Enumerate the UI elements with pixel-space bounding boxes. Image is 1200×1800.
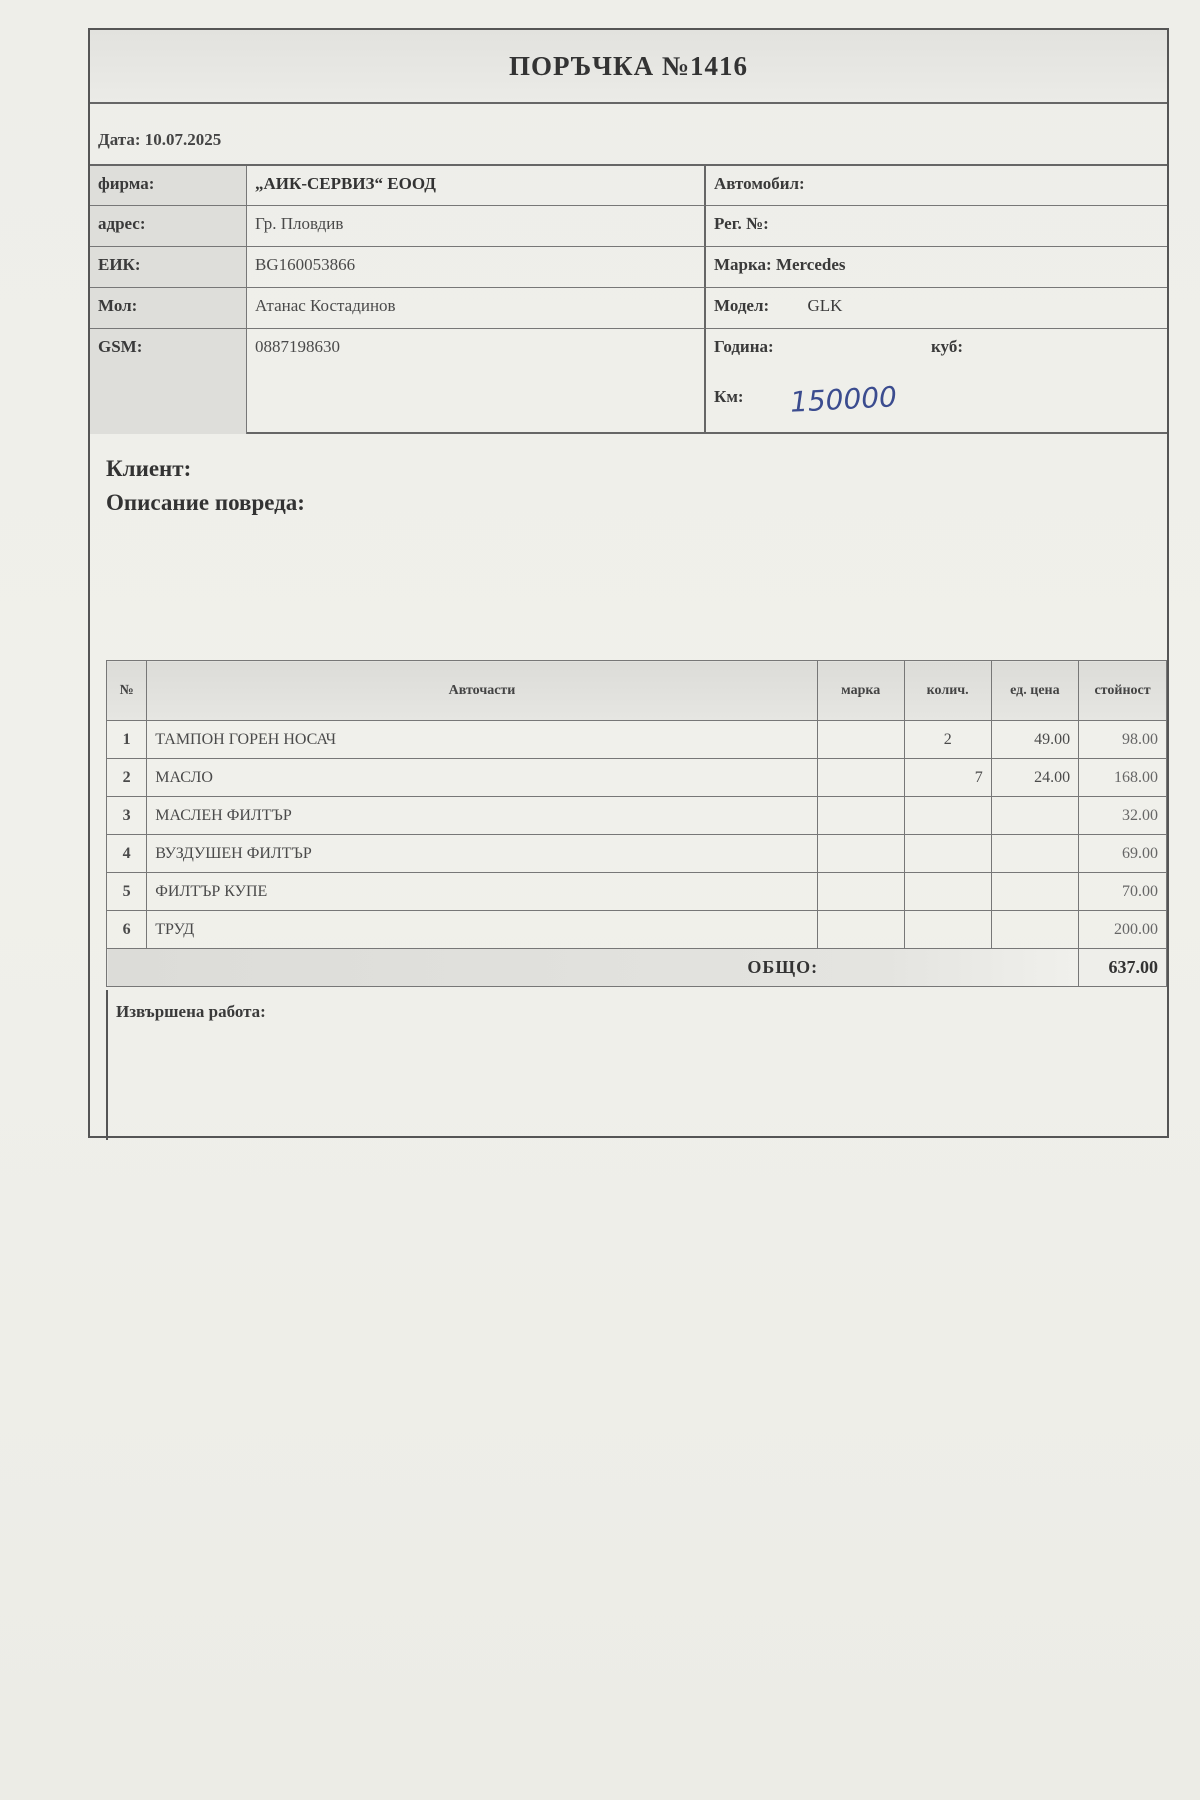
address-value: Гр. Пловдив (247, 206, 706, 247)
row-no: 3 (107, 797, 147, 835)
firm-value: „АИК-СЕРВИЗ“ ЕООД (247, 166, 706, 206)
row-qty (904, 873, 991, 911)
row-total: 32.00 (1079, 797, 1167, 835)
col-qty: колич. (904, 661, 991, 721)
model-value: GLK (807, 296, 843, 315)
year-label: Година: (714, 337, 774, 356)
table-row (107, 721, 1167, 759)
eik-value: BG160053866 (247, 247, 706, 288)
make-field (706, 247, 1167, 288)
gsm-label: GSM: (90, 329, 247, 434)
parts-header-row (107, 661, 1167, 721)
cc-label: куб: (931, 337, 963, 356)
row-total: 200.00 (1079, 911, 1167, 949)
mol-value: Атанас Костадинов (247, 288, 706, 329)
row-qty: 2 (904, 721, 991, 759)
info-grid (90, 166, 1167, 434)
row-total: 98.00 (1079, 721, 1167, 759)
row-unit-price (991, 873, 1078, 911)
table-row (107, 911, 1167, 949)
row-qty (904, 911, 991, 949)
row-no: 4 (107, 835, 147, 873)
row-total: 70.00 (1079, 873, 1167, 911)
row-brand (817, 911, 904, 949)
reg-label: Рег. №: (706, 206, 1167, 247)
row-no: 2 (107, 759, 147, 797)
eik-label: ЕИК: (90, 247, 247, 288)
row-no: 6 (107, 911, 147, 949)
make-value: Mercedes (775, 255, 846, 274)
row-total: 168.00 (1079, 759, 1167, 797)
address-label: адрес: (90, 206, 247, 247)
sum-label: ОБЩО: (107, 949, 1079, 987)
row-unit-price (991, 835, 1078, 873)
row-brand (817, 759, 904, 797)
row-unit-price (991, 797, 1078, 835)
row-brand (817, 835, 904, 873)
table-row (107, 759, 1167, 797)
row-brand (817, 797, 904, 835)
year-km-field (706, 329, 1167, 434)
sum-row (107, 949, 1167, 987)
row-no: 1 (107, 721, 147, 759)
firm-label: фирма: (90, 166, 247, 206)
row-qty (904, 797, 991, 835)
col-no: № (107, 661, 147, 721)
row-qty: 7 (904, 759, 991, 797)
table-row (107, 835, 1167, 873)
gsm-value: 0887198630 (247, 329, 706, 434)
work-order-form (88, 28, 1169, 1138)
damage-label: Описание повреда: (106, 490, 305, 515)
row-name: МАСЛЕН ФИЛТЪР (147, 797, 818, 835)
col-unit-price: ед. цена (991, 661, 1078, 721)
row-brand (817, 721, 904, 759)
client-label: Клиент: (106, 456, 192, 481)
row-brand (817, 873, 904, 911)
order-title: ПОРЪЧКА №1416 (90, 30, 1167, 104)
row-unit-price (991, 911, 1078, 949)
table-row (107, 797, 1167, 835)
row-qty (904, 835, 991, 873)
make-label: Марка: (714, 255, 772, 274)
col-brand: марка (817, 661, 904, 721)
row-name: МАСЛО (147, 759, 818, 797)
mol-label: Мол: (90, 288, 247, 329)
row-total: 69.00 (1079, 835, 1167, 873)
client-block (90, 434, 1167, 688)
row-unit-price: 24.00 (991, 759, 1078, 797)
col-name: Авточасти (147, 661, 818, 721)
work-done-block (106, 990, 1169, 1140)
model-label: Модел: (714, 296, 770, 315)
sum-value: 637.00 (1079, 949, 1167, 987)
row-name: ТАМПОН ГОРЕН НОСАЧ (147, 721, 818, 759)
row-name: ВУЗДУШЕН ФИЛТЪР (147, 835, 818, 873)
row-no: 5 (107, 873, 147, 911)
col-total: стойност (1079, 661, 1167, 721)
order-date: Дата: 10.07.2025 (90, 104, 1167, 166)
model-field (706, 288, 1167, 329)
row-name: ФИЛТЪР КУПЕ (147, 873, 818, 911)
km-handwritten: 150000 (789, 380, 898, 419)
car-label: Автомобил: (706, 166, 1167, 206)
km-label: Км: (714, 387, 744, 406)
row-unit-price: 49.00 (991, 721, 1078, 759)
work-done-label: Извършена работа: (116, 1002, 266, 1021)
row-name: ТРУД (147, 911, 818, 949)
parts-table (106, 660, 1167, 987)
table-row (107, 873, 1167, 911)
